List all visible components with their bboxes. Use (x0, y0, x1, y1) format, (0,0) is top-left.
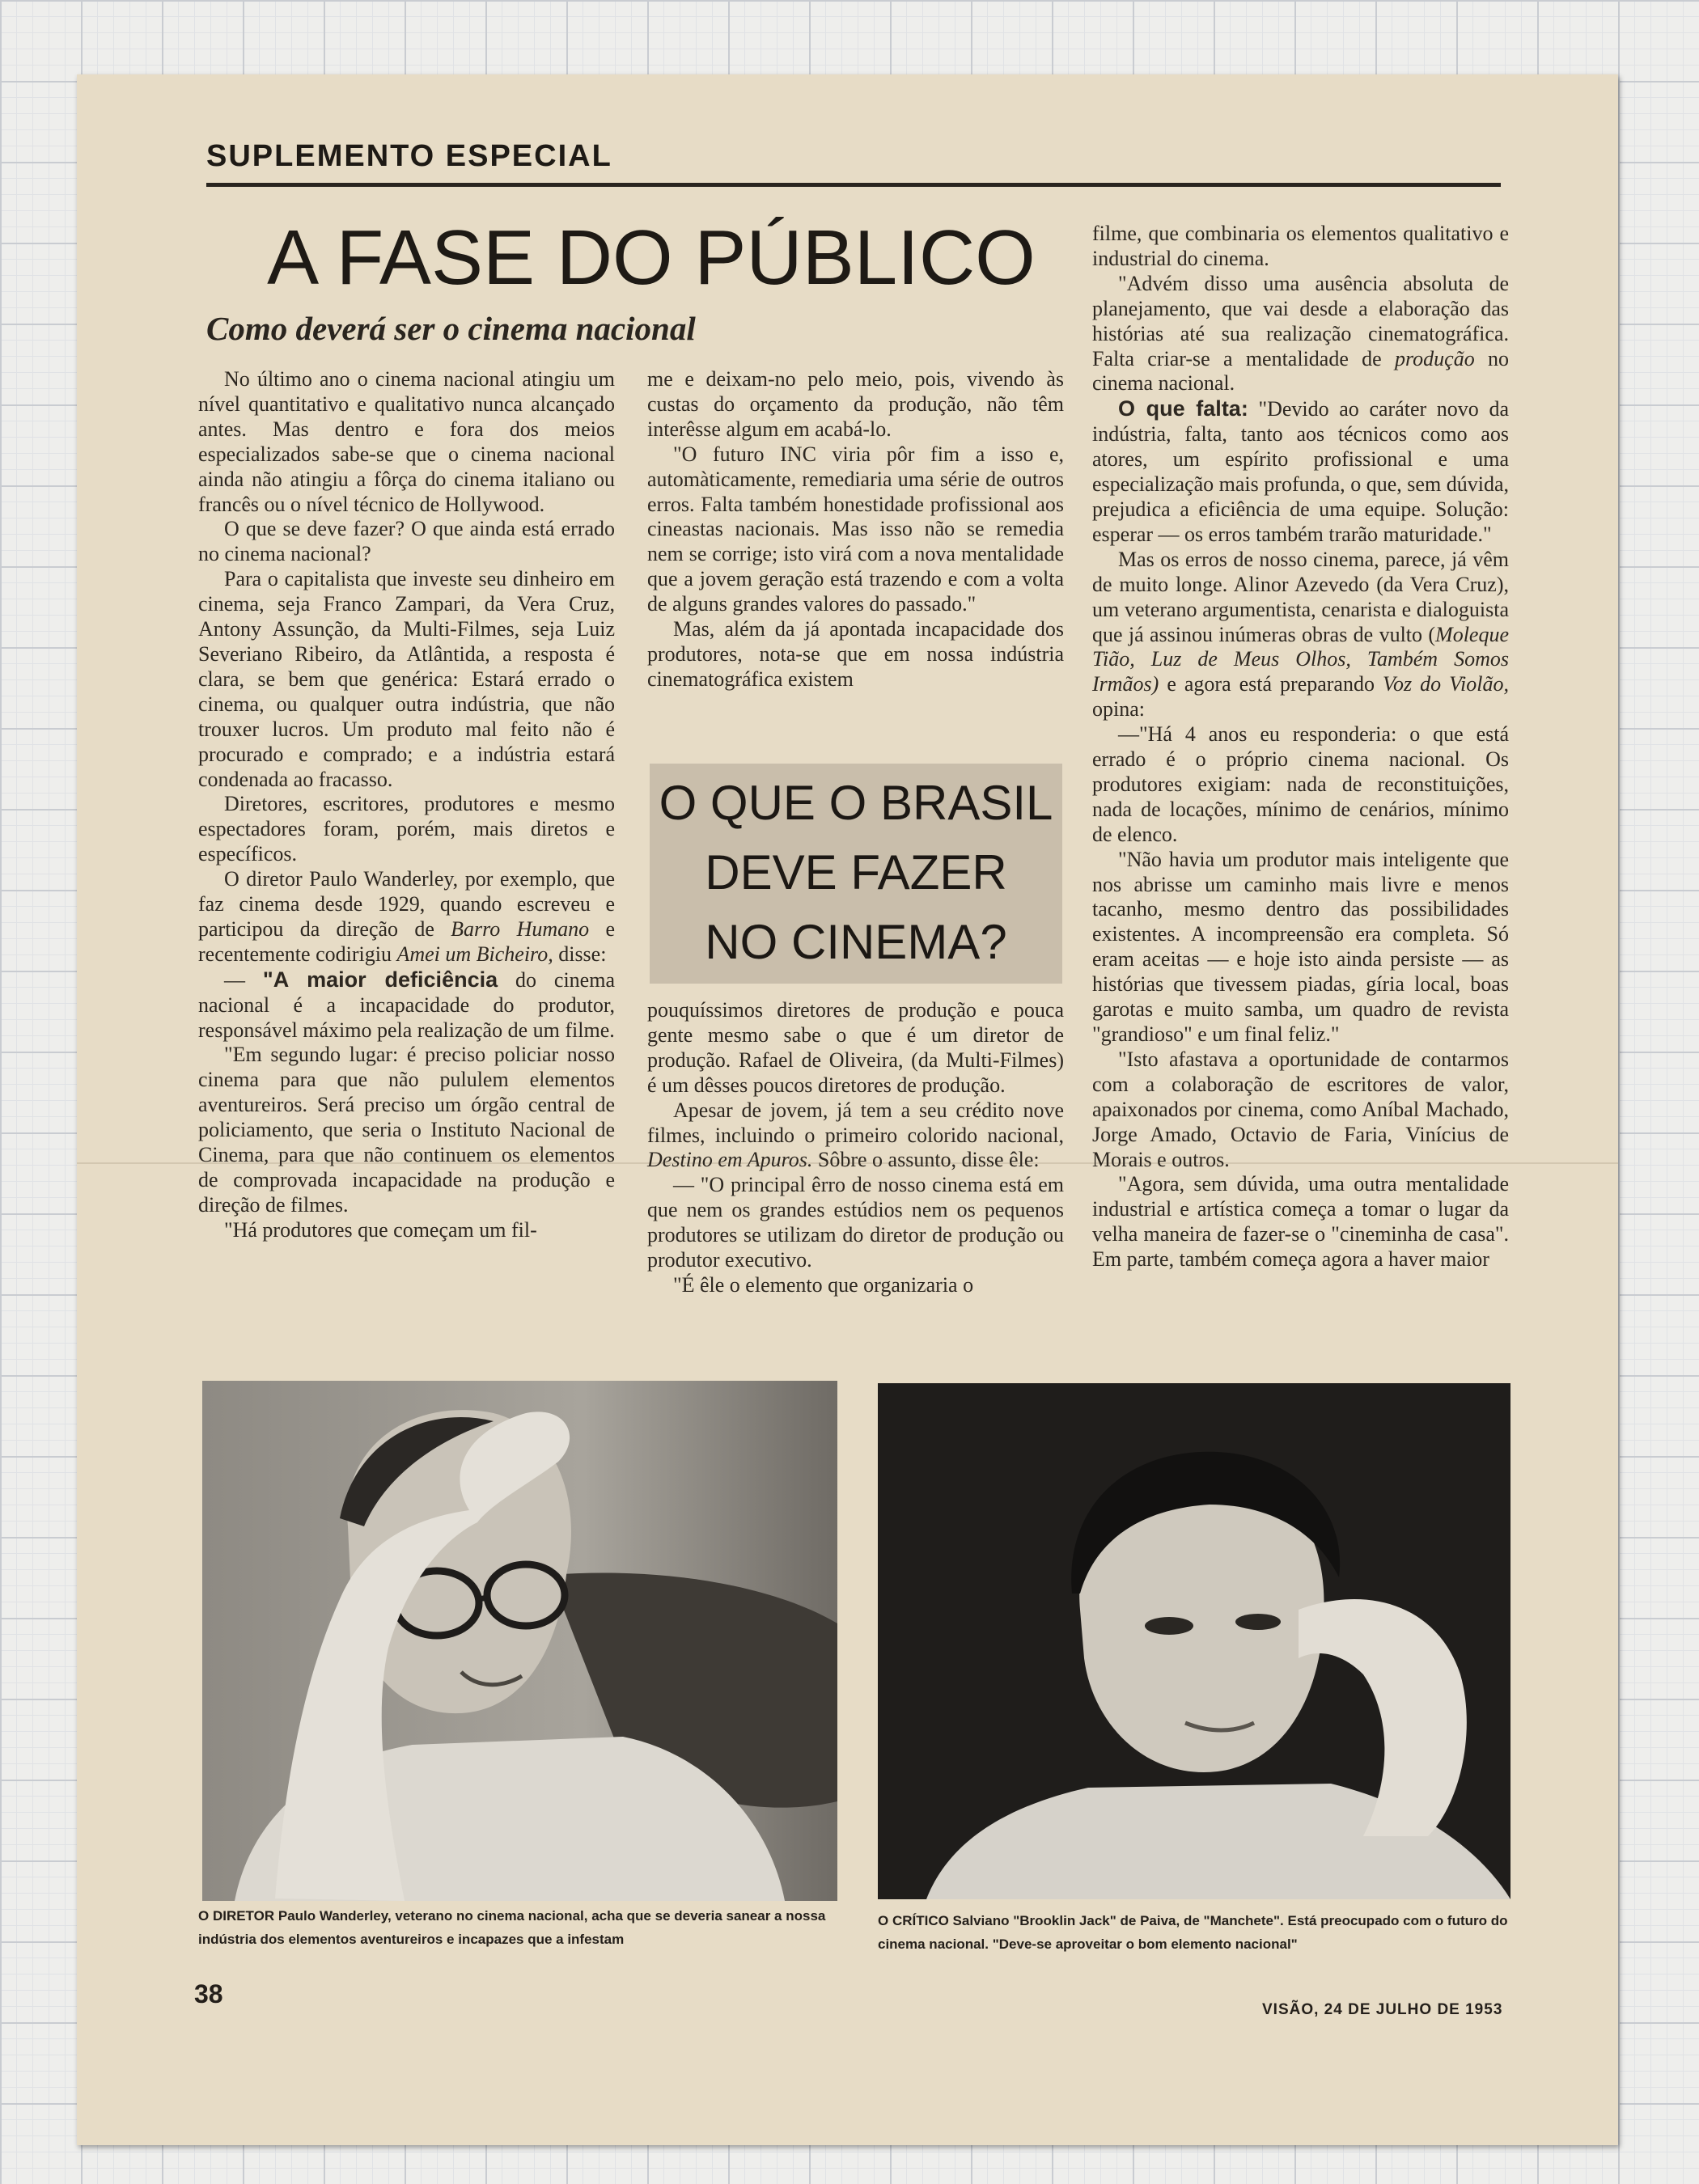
emphasis: produção (1395, 346, 1475, 370)
article-column-3 (1092, 222, 1509, 1272)
text-run: e agora está preparando (1159, 672, 1383, 696)
paragraph: filme, que combinaria os elementos qualitativo e industrial do cinema. (1092, 222, 1509, 270)
article-column-1 (198, 367, 615, 1243)
section-label: SUPLEMENTO ESPECIAL (206, 139, 612, 173)
photo-caption: O CRÍTICO Salviano "Brooklin Jack" de Paiva, de "Manchete". Está preocupado com o futuro do cinema nacional. "Deve-se aproveitar o bom elemento nacional" (878, 1913, 1508, 1952)
paragraph: Mas, além da já apontada incapacidade dos produtores, nota-se que em nossa indústria cinematográfica existem (647, 617, 1064, 691)
film-title: Voz do Violão, (1382, 672, 1509, 696)
box-line: NO CINEMA? (705, 915, 1007, 969)
film-title: Barro Humano (451, 916, 590, 941)
issue-dateline: VISÃO, 24 DE JULHO DE 1953 (1262, 2001, 1503, 2018)
lead-in: "A maior deficiência (262, 967, 498, 992)
text-run: do cinema nacional é a incapacidade do produtor, responsável máximo pela realização de um filme. (198, 967, 615, 1042)
article-column-2-bottom (647, 998, 1064, 1298)
box-line: O QUE O BRASIL (659, 776, 1053, 830)
paragraph (647, 1098, 1064, 1174)
paragraph: "Em segundo lugar: é preciso policiar nosso cinema para que não pululem elementos aventureiros. Será preciso um órgão central de policiamento, que seria o Instituto Nacional de Cinema, para que não continuem os elementos de comprovada incapacidade na produção e direção de filmes. (198, 1043, 615, 1217)
paragraph (1092, 548, 1509, 722)
paragraph (1092, 272, 1509, 397)
magazine-page (77, 74, 1618, 2145)
paragraph: —"Há 4 anos eu responderia: o que está errado é o próprio cinema nacional. Os produtores exigiam: nada de reconstituições, nada de locações, mínimo de cenários, mínimo de elenco. (1092, 722, 1509, 846)
paragraph: "Há produtores que começam um fil- (224, 1217, 537, 1242)
paragraph: "Isto afastava a oportunidade de contarmos com a colaboração de escritores de valor, apaixonados por cinema, como Aníbal Machado, Jorge Amado, Octavio de Faria, Vinícius de Morais e outros. (1092, 1047, 1509, 1171)
film-titles: Moleque Tião, Luz de Meus Olhos, Também Somos Irmãos) (1092, 622, 1509, 696)
paragraph: me e deixam-no pelo meio, pois, vivendo às custas do orçamento da produção, não têm interêsse algum em acabá-lo. (647, 367, 1064, 441)
paragraph: "O futuro INC viria pôr fim a isso e, automàticamente, remediaria uma série de outros erros. Falta também honestidade profissional aos cineastas nacionais. Mas isso não se remedia nem se corrige; isto virá com a nova mentalidade que a jovem geração está trazendo e com a volta de alguns grandes valores do passado." (647, 442, 1064, 616)
text-run: no cinema nacional. (1092, 346, 1509, 396)
headline: A FASE DO PÚBLICO (267, 214, 1036, 301)
text-run: Apesar de jovem, já tem a seu crédito nove filmes, incluindo o primeiro colorido nacional, (647, 1098, 1064, 1147)
paragraph: pouquíssimos diretores de produção e pouca gente mesmo sabe o que é um diretor de produção. Rafael de Oliveira, (da Multi-Filmes) é um dêsses poucos diretores de produção. (647, 998, 1064, 1097)
text-run: — (224, 967, 263, 992)
film-title: Amei um Bicheiro, (396, 942, 553, 966)
text-run: disse: (553, 942, 607, 966)
portrait-illustration (878, 1383, 1510, 1899)
portrait-illustration (202, 1381, 837, 1901)
text-run: O diretor Paulo Wanderley, por exemplo, que faz cinema desde 1929, quando escreveu e participou da direção de (198, 867, 615, 941)
photo-salviano-de-paiva (878, 1383, 1510, 1899)
paragraph: — "O principal êrro de nosso cinema está em que nem os grandes estúdios nem os pequenos produtores se utilizam do diretor de produção ou produtor executivo. (647, 1173, 1064, 1272)
header-rule (206, 183, 1501, 187)
subheadline: Como deverá ser o cinema nacional (206, 310, 696, 347)
paragraph: No último ano o cinema nacional atingiu um nível quantitativo e qualitativo nunca alcançado antes. Mas dentro e fora dos meios especializados sabe-se que o cinema nacional ainda não atingiu a fôrça do cinema italiano ou francês ou o nível técnico de Hollywood. (198, 367, 615, 516)
text-run: e recentemente codirigiu (198, 916, 615, 966)
lead-in: O que falta: (1118, 396, 1248, 421)
paragraph: "É êle o elemento que organizaria o (673, 1272, 974, 1297)
photo-paulo-wanderley (202, 1381, 837, 1901)
text-run: Sôbre o assunto, disse êle: (812, 1148, 1040, 1172)
paragraph (198, 967, 615, 1043)
paragraph (198, 867, 615, 967)
text-run: "Advém disso uma ausência absoluta de planejamento, que vai desde a elaboração das histórias até sua realização cinematográfica. Falta criar-se a mentalidade de (1092, 271, 1509, 370)
text-run: "Devido ao caráter novo da indústria, falta, tanto aos técnicos como aos atores, um espírito profissional e uma especialização mais profunda, o que, sem dúvida, prejudica a eficiência de uma equipe. Solução: esperar — os erros também trarão maturidade." (1092, 397, 1509, 546)
paragraph: O que se deve fazer? O que ainda está errado no cinema nacional? (198, 517, 615, 566)
paragraph: "Agora, sem dúvida, uma outra mentalidade industrial e artística começa a tomar o lugar da velha maneira de fazer-se o "cineminha de casa". Em parte, também começa agora a haver maior (1092, 1172, 1509, 1272)
photo-caption: O DIRETOR Paulo Wanderley, veterano no cinema nacional, acha que se deveria sanear a nossa indústria dos elementos aventureiros e incapazes que a infestam (198, 1908, 826, 1947)
text-run: opina: (1092, 697, 1145, 722)
page-number: 38 (194, 1979, 223, 2008)
paragraph (1092, 396, 1509, 547)
paragraph: "Não havia um produtor mais inteligente que nos abrisse um caminho mais livre e menos tacanho, mesmo dentro das possibilidades existentes. A incompreensão era completa. Só eram aceitas — e hoje isto ainda persiste — as histórias que tivessem piadas, gíria local, boas garotas e muito samba, um quadro de revista "grandioso" e um final feliz." (1092, 847, 1509, 1046)
article-column-2-top (647, 367, 1064, 692)
paragraph: Diretores, escritores, produtores e mesmo espectadores foram, porém, mais diretos e específicos. (198, 792, 615, 866)
feature-question-box (650, 764, 1062, 984)
paragraph: Para o capitalista que investe seu dinheiro em cinema, seja Franco Zampari, da Vera Cruz, Antony Assunção, da Multi-Filmes, seja Luiz Severiano Ribeiro, da Atlântida, a resposta é clara, se bem que genérica: Estará errado o cinema, ou qualquer outra indústria, que não trouxer lucros. Um produto mal feito não é procurado e comprado; e a indústria estará condenada ao fracasso. (198, 567, 615, 791)
film-title: Destino em Apuros. (647, 1148, 813, 1172)
box-line: DEVE FAZER (705, 845, 1007, 899)
text-run: Mas os erros de nosso cinema, parece, já vêm de muito longe. Alinor Azevedo (da Vera Cruz), um veterano argumentista, cenarista e dialoguista que já assinou inúmeras obras de vulto ( (1092, 547, 1509, 646)
